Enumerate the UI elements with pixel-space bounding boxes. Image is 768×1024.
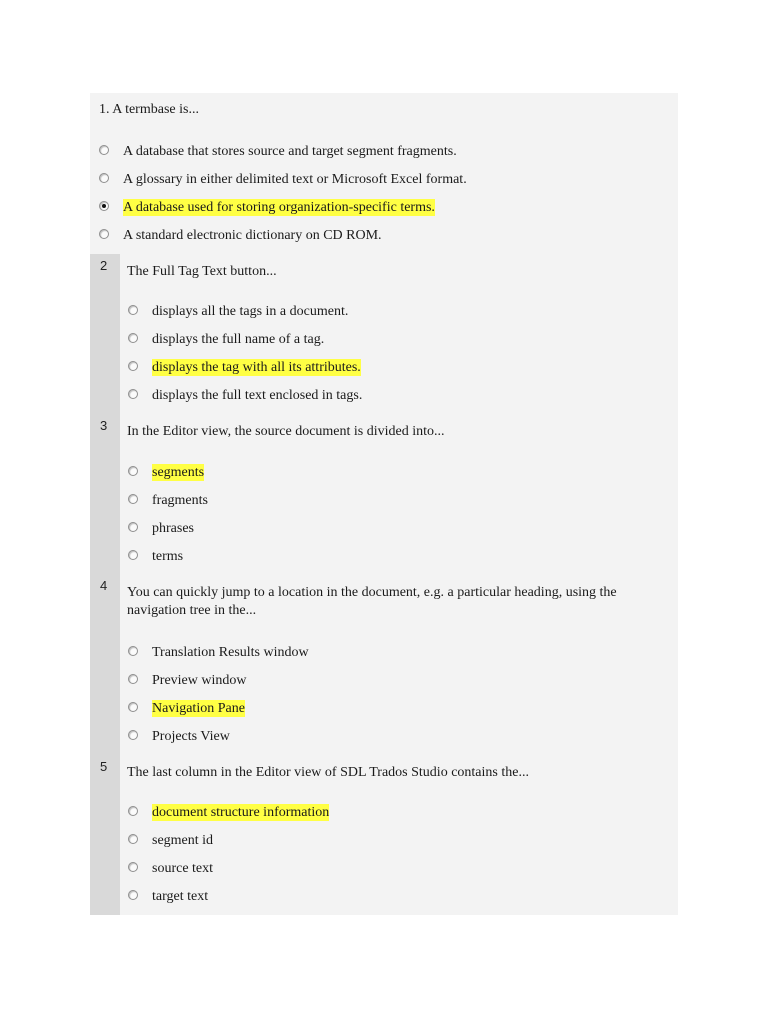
question-5-number: 5 bbox=[100, 759, 108, 774]
question-number-column bbox=[90, 755, 120, 915]
question-1 bbox=[90, 93, 678, 254]
question-number-column bbox=[90, 414, 120, 574]
radio-button[interactable] bbox=[128, 494, 138, 504]
question-2-text: The Full Tag Text button... bbox=[127, 264, 277, 279]
option-label: terms bbox=[152, 549, 184, 564]
radio-button[interactable] bbox=[128, 806, 138, 816]
option-label: fragments bbox=[152, 493, 208, 508]
quiz-panel bbox=[90, 93, 678, 915]
question-5-text: The last column in the Editor view of SDL Trados Studio contains the... bbox=[127, 765, 529, 780]
radio-button[interactable] bbox=[128, 550, 138, 560]
option-label: displays the full text enclosed in tags. bbox=[152, 388, 363, 403]
radio-button[interactable] bbox=[128, 361, 138, 371]
radio-button[interactable] bbox=[99, 201, 109, 211]
question-4-text: You can quickly jump to a location in the document, e.g. a particular heading, using the navigation tree in the... bbox=[127, 585, 617, 618]
question-3-text: In the Editor view, the source document is divided into... bbox=[127, 424, 445, 439]
question-1-prompt: A termbase is... bbox=[112, 102, 199, 117]
question-number-column bbox=[90, 254, 120, 414]
question-4-number: 4 bbox=[100, 578, 108, 593]
option-label: segments bbox=[152, 465, 205, 480]
option-label: segment id bbox=[152, 833, 214, 848]
radio-button[interactable] bbox=[128, 466, 138, 476]
option-label: document structure information bbox=[152, 805, 330, 820]
option-label: Translation Results window bbox=[152, 645, 309, 660]
option-label: A database used for storing organization-specific terms. bbox=[123, 200, 435, 215]
question-5 bbox=[90, 755, 678, 915]
radio-button[interactable] bbox=[99, 173, 109, 183]
option-label: displays the tag with all its attributes. bbox=[152, 360, 361, 375]
option-label: A glossary in either delimited text or Microsoft Excel format. bbox=[123, 172, 467, 187]
question-number-column bbox=[90, 574, 120, 755]
question-2-number: 2 bbox=[100, 258, 108, 273]
question-4 bbox=[90, 574, 678, 755]
option-label: source text bbox=[152, 861, 214, 876]
question-1-text bbox=[99, 101, 639, 119]
radio-button[interactable] bbox=[128, 646, 138, 656]
option-label: displays the full name of a tag. bbox=[152, 332, 325, 347]
question-2 bbox=[90, 254, 678, 414]
radio-button[interactable] bbox=[128, 834, 138, 844]
radio-button[interactable] bbox=[99, 229, 109, 239]
question-1-number: 1. bbox=[99, 102, 110, 117]
radio-button[interactable] bbox=[128, 522, 138, 532]
radio-button[interactable] bbox=[128, 730, 138, 740]
option-label: target text bbox=[152, 889, 209, 904]
radio-button[interactable] bbox=[128, 674, 138, 684]
option-label: Projects View bbox=[152, 729, 230, 744]
radio-button[interactable] bbox=[128, 389, 138, 399]
radio-button[interactable] bbox=[128, 890, 138, 900]
question-3 bbox=[90, 414, 678, 574]
option-label: Navigation Pane bbox=[152, 701, 245, 716]
option-label: Preview window bbox=[152, 673, 247, 688]
radio-button[interactable] bbox=[128, 305, 138, 315]
radio-button[interactable] bbox=[128, 862, 138, 872]
option-label: A database that stores source and target segment fragments. bbox=[123, 144, 457, 159]
question-3-number: 3 bbox=[100, 418, 108, 433]
radio-button[interactable] bbox=[99, 145, 109, 155]
radio-button[interactable] bbox=[128, 702, 138, 712]
option-label: phrases bbox=[152, 521, 194, 536]
radio-button[interactable] bbox=[128, 333, 138, 343]
option-label: displays all the tags in a document. bbox=[152, 304, 349, 319]
option-label: A standard electronic dictionary on CD ROM. bbox=[123, 228, 382, 243]
